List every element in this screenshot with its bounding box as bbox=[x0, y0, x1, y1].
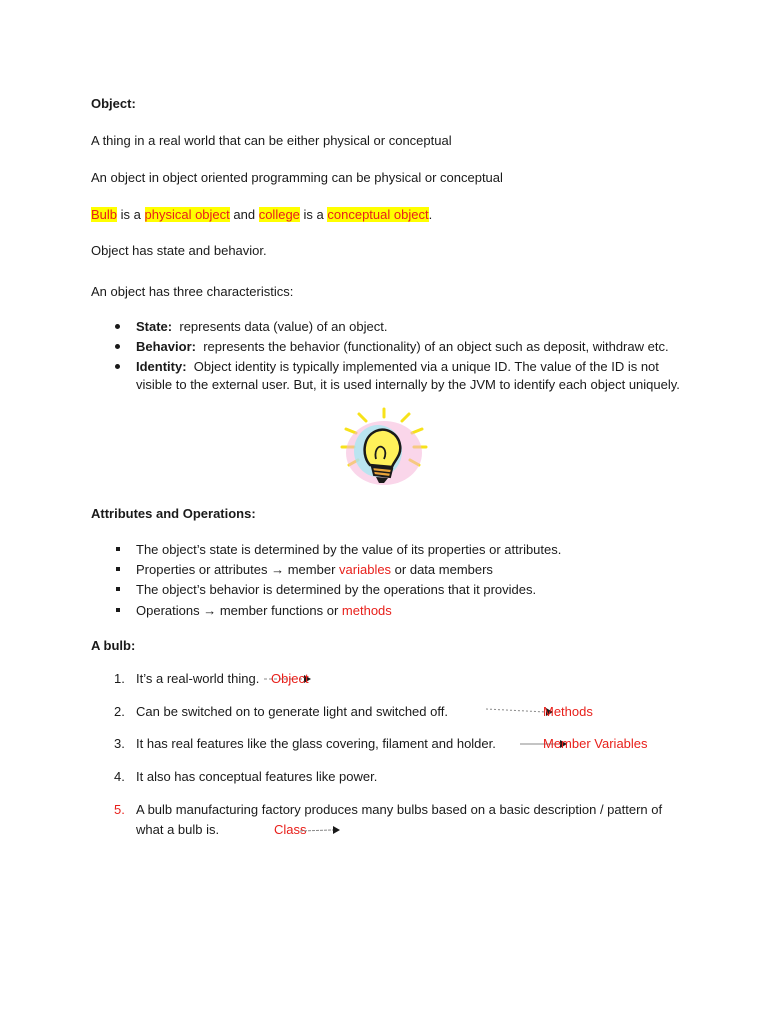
heading-a-bulb: A bulb: bbox=[91, 638, 136, 653]
desc-identity: Object identity is typically implemented via a unique ID. The value of the ID is not bbox=[193, 359, 659, 374]
highlight-bulb: Bulb bbox=[91, 207, 118, 222]
heading-object: Object: bbox=[91, 96, 136, 111]
label-object: Object bbox=[271, 671, 309, 686]
attr-item-state: The object’s state is determined by the value of its properties or attributes. bbox=[136, 542, 562, 557]
list-number: 2. bbox=[114, 704, 125, 719]
attr-item-operations bbox=[136, 603, 392, 619]
highlight-conceptual-object: conceptual object bbox=[327, 207, 429, 222]
bullet-square bbox=[116, 567, 120, 571]
text-is-a-2: is a bbox=[299, 207, 328, 222]
characteristic-identity-cont: visible to the external user. But, it is used internally by the JVM to identify each object uniquely. bbox=[136, 377, 680, 392]
desc-state: represents data (value) of an object. bbox=[179, 319, 388, 334]
bulb-item-conceptual: It also has conceptual features like power. bbox=[136, 769, 378, 784]
light-bulb-icon bbox=[328, 407, 440, 489]
bullet-dot bbox=[115, 344, 120, 349]
keyword-methods: methods bbox=[341, 603, 392, 618]
paragraph-three-characteristics: An object has three characteristics: bbox=[91, 284, 294, 299]
bullet-square bbox=[116, 608, 120, 612]
list-number: 1. bbox=[114, 671, 125, 686]
highlight-physical-object: physical object bbox=[144, 207, 230, 222]
text-period: . bbox=[428, 207, 433, 222]
bulb-item-real-world: It’s a real-world thing. bbox=[136, 671, 260, 686]
desc-behavior: represents the behavior (functionality) of an object such as deposit, withdraw etc. bbox=[203, 339, 669, 354]
characteristic-behavior bbox=[136, 339, 669, 355]
paragraph-state-behavior: Object has state and behavior. bbox=[91, 243, 267, 258]
list-number: 5. bbox=[114, 802, 125, 817]
bullet-dot bbox=[115, 324, 120, 329]
keyword-variables: variables bbox=[339, 562, 392, 577]
term-identity: Identity: bbox=[136, 359, 187, 374]
list-number: 4. bbox=[114, 769, 125, 784]
characteristic-state bbox=[136, 319, 387, 335]
paragraph-definition: A thing in a real world that can be either physical or conceptual bbox=[91, 133, 452, 148]
text-and: and bbox=[229, 207, 259, 222]
arrow-icon bbox=[300, 823, 342, 837]
label-class: Class bbox=[274, 822, 307, 837]
characteristic-identity bbox=[136, 359, 659, 375]
bulb-item-features: It has real features like the glass covering, filament and holder. bbox=[136, 736, 496, 751]
bullet-dot bbox=[115, 364, 120, 369]
attr-item-properties-tail: or data members bbox=[391, 562, 493, 577]
text-is-a: is a bbox=[117, 207, 145, 222]
heading-attributes-operations: Attributes and Operations: bbox=[91, 506, 256, 521]
bulb-item-factory-cont: what a bulb is. bbox=[136, 822, 220, 837]
bullet-square bbox=[116, 587, 120, 591]
paragraph-oop-object: An object in object oriented programming can be physical or conceptual bbox=[91, 170, 503, 185]
bulb-item-factory: A bulb manufacturing factory produces many bulbs based on a basic description / pattern of bbox=[136, 802, 663, 817]
highlight-college: college bbox=[258, 207, 300, 222]
label-methods: Methods bbox=[543, 704, 593, 719]
attr-item-behavior: The object’s behavior is determined by the operations that it provides. bbox=[136, 582, 537, 597]
bulb-item-switch: Can be switched on to generate light and switched off. bbox=[136, 704, 448, 719]
bullet-square bbox=[116, 547, 120, 551]
term-behavior: Behavior: bbox=[136, 339, 196, 354]
paragraph-examples bbox=[91, 207, 432, 223]
list-number: 3. bbox=[114, 736, 125, 751]
label-member-variables: Member Variables bbox=[543, 736, 648, 751]
attr-item-operations-text: Operations → member functions or bbox=[136, 603, 342, 618]
attr-item-properties bbox=[136, 562, 493, 578]
attr-item-properties-text: Properties or attributes → member bbox=[136, 562, 340, 577]
term-state: State: bbox=[136, 319, 173, 334]
